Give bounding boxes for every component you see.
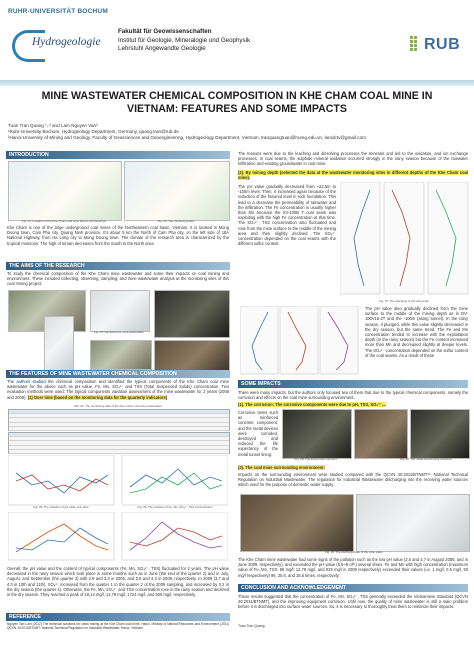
monitoring-table-2 (8, 432, 230, 454)
aims-text: To study the chemical composition of the Khe Cham mine wastewater and some their impacts on coal mining and environment. These included collecting, observing, sampling, and mine wastewater analysis at the monitoring sites of this coal mining project. (7, 271, 229, 287)
impacts-2-text: (2). The coal mine surrounding environment: (238, 465, 325, 470)
corrosion-photo-3 (410, 409, 470, 459)
time-charts-row-2 (8, 512, 228, 562)
location-map (8, 161, 122, 221)
sampling-photo-3 (154, 290, 230, 338)
impacts-2 (238, 465, 468, 470)
institute-line-1: Fakultät für Geowissenschaften (118, 28, 212, 35)
section-impacts: SOME IMPACTS (238, 380, 468, 388)
corrosion-caption-1: Fig. 08: The lining rusts corrosion (294, 457, 338, 461)
institute-line-3: Lehrstuhl Angewandte Geologie (118, 45, 206, 52)
conclusion-text: These results suggested that the concentration of Fe, Mn, SO₄²⁻, TSS generally exceeded the Vietnamese Standard (QCVN 40:2011/BTNMT), and the improving equipment corrosion. Until now, the quality of mine wastewater is still a main problem before it is discharged into surface water sources. So, it is necessary to thoroughly treat them to minimize their impacts. (238, 594, 468, 610)
section-introduction: INTRODUCTION (6, 151, 230, 159)
impacts-1 (238, 402, 468, 407)
depth-highlight-text: (2). By mining depth (selected the data at the wastewater monitoring sites in different depths of the Khe Cham coal mine). (238, 170, 468, 181)
depth-chart-caption: Fig. 07: The changing of pH with depth (379, 299, 429, 303)
corrosion-photo-1 (282, 409, 352, 459)
sampling-photo-5 (154, 340, 230, 372)
map2-caption: Fig. 02: The monitoring sites (157, 219, 195, 223)
features-highlight: (1) Over time (based on the monitoring data for the quarterly indicators) (27, 394, 168, 400)
impacts-2b: Impacts on the surrounding environment were studied compared with the QCVN 40:2011/BTNMT¹¹: National Technical Regulation on Industrial Wastewater. The regulation for Industrial Wastewater discharging into the receiving water sources which used for the purpose of domestic water supply. (238, 472, 468, 488)
sampling-photo-4 (90, 340, 152, 370)
time-charts-row-1 (8, 455, 228, 507)
section-conclusion: CONCLUSION AND ACKNOWLEDGEMENT (238, 584, 468, 592)
header-band (0, 80, 474, 86)
table1-caption: Tab. 01: The monitoring data of the Khe Cham coal mine wastewater (74, 404, 162, 408)
right-intro-text: The reasons were due to the leaching and dissolving processes the minerals and led to the oxidation, and ion exchange processes. In coal seams, the sulphide mineral oxidation occurred strongly in the rainy season because of the rainwater infiltration and existing groundwater in coal mine. (238, 151, 468, 167)
environment-photo-1 (240, 494, 354, 552)
hydrogeologie-logo (10, 26, 110, 60)
charts-caption-b: Fig. 06: The variation of Fe, Mn, SO₄²⁻, TSS concentration (137, 505, 213, 509)
photos-caption: Fig. 03: Sampling the mine wastewater (94, 330, 144, 334)
environment-photo-2 (356, 494, 470, 552)
monitoring-table-1 (8, 409, 230, 431)
affiliation-2: ²Hanoi University of Mining and Geology, Faculty of Geosciences and Geoengineering, Hydrogeology Department, Vietnam, tranquangtuan@humg.edu.vn, lamdctv@gmail.com (8, 135, 366, 141)
author-names: Tuan Tran Quang ¹, ² and Lam Nguyen Van² (8, 123, 98, 128)
section-features: THE FEATURES OF MINE WASTEWATER CHEMICAL COMPOSITION (6, 370, 230, 378)
sample-bottle-photo (44, 316, 74, 372)
monitoring-sites-map (124, 161, 230, 221)
rub-squares-icon (410, 36, 419, 53)
section-aims: THE AIMS OF THE RESEARCH (6, 262, 230, 270)
reference-text: Nguyen Van Lam (2012) The technical solutions for clean mining at the Khe Cham coal mine, Hanoi. Ministry of Natural Resources and Environment (2011) QCVN 40:2011/BTNMT: National Technical Regulation on Industrial Wastewater, Hanoi, Vietnam. (7, 622, 229, 630)
poster-header (0, 0, 474, 80)
poster-title: MINE WASTEWATER CHEMICAL COMPOSITION IN KHE CHAM COAL MINE IN VIETNAM: FEATURES AND SOME IMPACTS (41, 90, 433, 115)
impacts-side-text: Corrosive items such as reinforced concrete component, and the metal devices were corroded, destroyed and reduced the life expectancy of the metal tunnel lining. (238, 410, 278, 457)
university-name: RUHR-UNIVERSITÄT BOCHUM (8, 8, 108, 15)
charts-caption-a: Fig. 05: The variation of pH value over time (33, 505, 89, 509)
impacts-end-text: The Khe Cham mine wastewater had some signs of the pollution such as the low pH value (2.6 and 3.7 in August 2008, and in June 2009, respectively), and exceeded the pH value (5.5~9 of¹¹) several times. Fe and Mn with high concentration (maximum value of Fe, Mn, TSS: 96 mg/l; 12.79 mg/l, and 925 mg/l in 2009 respectively) exceeded their values (i.e. 1 mg/l, 0.5 mg/l, 50 mg/l respectively) 96, 25.6, and 18.5 times, respectively. (238, 557, 468, 578)
section-reference: REFERENCE (6, 613, 230, 621)
features-text-a: The authors studied the chemical composition and identified the typical components of the Khe Cham coal mine wastewater for the above such as pH value, Fe, Mn, SO₄²⁻ and TSS (Total Suspended Solids) concentration. Two evaluation methods were used: The typical components variation assessment of the mine wastewater for 2 years (2006 and 2009). (7, 379, 229, 400)
depth-charts (340, 182, 470, 300)
institute-line-2: Institut für Geologie, Mineralogie und Geophysik (118, 36, 251, 44)
impacts-intro: There were many impacts, but the authors only focused two of them that due to the typical chemical components, namely the corrosion and effects on the coal mine surrounding environment. (238, 390, 468, 401)
affiliation-1: ¹Ruhr-University Bochum, Hydrogeology Department, Germany, quang.tran@rub.de (8, 129, 179, 135)
logo-text: Hydrogeologie (32, 36, 101, 48)
impacts-1-text: (1). The corrosion: The corrosive components were due to pH, TSS, SO₄²⁻,... (238, 402, 387, 407)
rub-logo: RUB (424, 36, 461, 53)
environment-caption: Fig. 10: The discharge lake of the mine water (325, 550, 383, 554)
depth-text-2: The pH value also gradually declined from the mine surface to the middle of the mining depth as in DV-100V15-2T and the -100m (along tunnel). In the rainy season, it plunged, while this value slightly decreased in the dry season, but the same trend. The Fe and Mn concentration tended to increase with the exploitation depth (in the rainy season) but the Fe content increased more than Mn and decreased slightly at deeper levels. The SO₄²⁻ concentration depended on the sulfur content of the coal seams. As a result of these (365, 306, 468, 358)
contact-text: Tuan Tran Quang (238, 624, 265, 628)
depth-text: The pH value gradually decreased from +22.5m to -100m level. Then, it increased again because of the reduction of the fissured level in rock foundation. This lead to a decrease the permeability of rainwater and the infiltration. The Fe concentration is usually higher than Mn because the XV-100B T coal seam was exploiting with the high Fe concentration at that time. The SO₄²⁻, TSS concentration also fluctuated and rose from the mine surface to the middle of the mining area and then slightly declined. The SO₄²⁻ concentration depended on the coal seams with the different sulfur content. (238, 184, 336, 247)
corrosion-photo-2 (354, 409, 408, 459)
map1-caption: Fig. 01: Location of the Khe Cham coal mine and its surroundings (22, 219, 106, 223)
depth-highlight (238, 170, 468, 180)
sampling-photo-2 (90, 290, 150, 332)
authors-block (8, 123, 468, 142)
features-text (7, 379, 229, 400)
institute-block (118, 28, 250, 54)
corrosion-caption-2: Fig. 09: The metal tunnel lining corrosion (399, 457, 453, 461)
intro-text: Khe Cham is one of the large underground coal mines of the Northeastern coal basin, Vietnam. It is located in Mong Duong town, Cam Pha city, Quang Ninh province. It's about 5 km the North of Cam Pha city, on the left side of 18A National Highway, from Ha Long city to Mong Duong town. The climate of the research area is characterized by the tropical monsoon. The high of terrain decreases from the South to the North area. (7, 225, 229, 246)
features-text-b: Overall, the pH value and the content of typical components (Fe, Mn, SO₄²⁻, TSS) fluctuated for 2 years. The pH value decreased in the rainy season which took place in some months such as in June (the end of the quarter 2) and in July, August, and September (the quarter 3) with 2.9 and 3.3 in 2006, and 3.6 and 3.3 in 2009, respectively. In 2009 (3.7 and 4.3 in 10th and 11th). SO₄²⁻ increased from the quarter 1 to the quarter 2 of the 2009 sampling, and increased by 0.2 in the dry season (the quarter 4). Otherwise, the Fe, Mn, SO₄²⁻ and TSS concentration rose in the rainy season and declined in the dry season. They reached a peak of 18,14 mg/l, 12,79 mg/l, 1724 mg/l, and 925 mg/l, respectively. (7, 566, 229, 598)
depth-charts-2 (240, 306, 360, 376)
